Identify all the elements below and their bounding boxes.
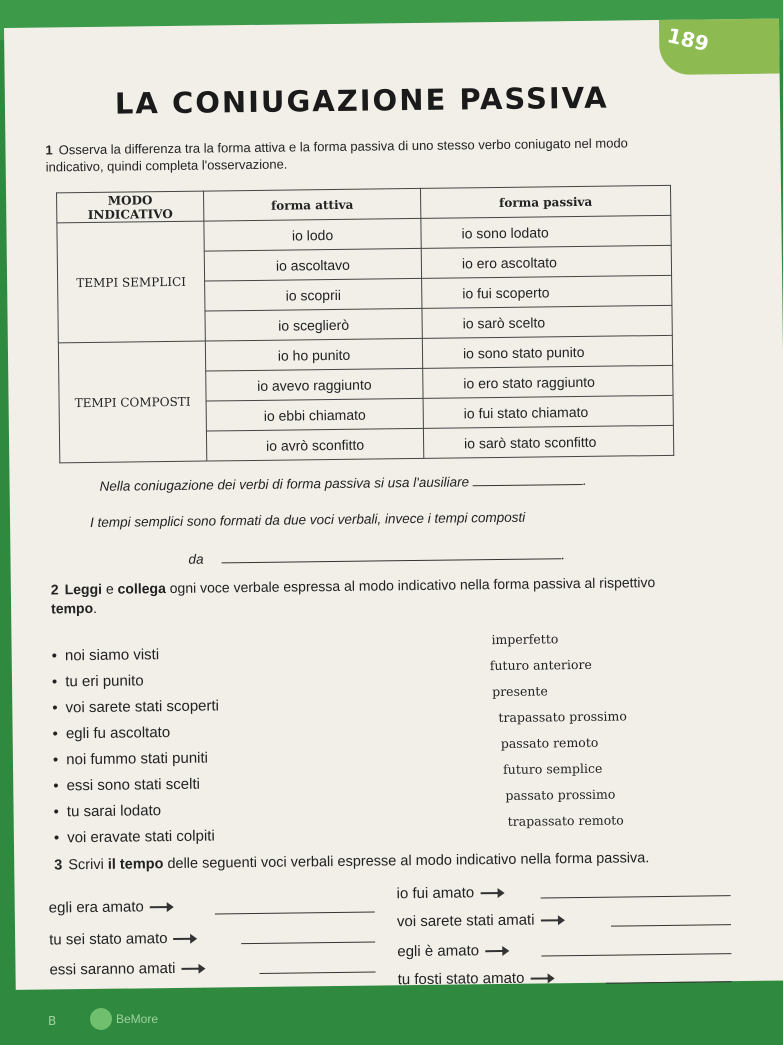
tense-option[interactable]: passato remoto — [500, 734, 599, 751]
group-label: TEMPI COMPOSTI — [58, 341, 206, 463]
passive-cell: io sono stato punito — [422, 335, 672, 368]
verb-prompt — [49, 898, 178, 917]
instruction-text: e — [101, 580, 118, 597]
observation-text: Nella coniugazione dei verbi di forma passiva si usa l'ausiliare — [99, 474, 470, 494]
exercise-number: 3 — [54, 857, 63, 874]
answer-blank[interactable] — [221, 558, 561, 563]
tense-option[interactable]: imperfetto — [491, 631, 559, 648]
verb-item[interactable]: • voi eravate stati colpiti — [54, 827, 215, 846]
header-active: forma attiva — [204, 188, 421, 221]
instruction-bold: il tempo — [107, 856, 164, 873]
footer-code: B — [48, 1014, 57, 1028]
page-number: 189 — [665, 23, 712, 57]
publisher-logo-icon — [90, 1008, 112, 1030]
answer-line[interactable] — [541, 953, 731, 956]
arrow-right-icon — [150, 906, 172, 908]
verb-text: egli è amato — [397, 942, 480, 961]
exercise-1-instruction — [45, 134, 655, 175]
arrow-right-icon — [174, 938, 196, 940]
instruction-text: Scrivi — [68, 856, 108, 874]
verb-text: tu sei stato amato — [49, 930, 168, 949]
tense-option[interactable]: passato prossimo — [505, 786, 616, 803]
verb-text: voi sarete stati amati — [396, 911, 535, 931]
verb-text: io fui amato — [396, 884, 475, 903]
verb-item[interactable]: • noi siamo visti — [52, 646, 160, 664]
observation-line-1: Nella coniugazione dei verbi di forma passiva si usa l'ausiliare . — [99, 472, 587, 494]
active-cell: io scoprii — [205, 278, 422, 311]
verb-item[interactable]: • tu eri punito — [52, 672, 144, 690]
verb-prompt — [49, 930, 202, 949]
verb-prompt — [397, 911, 569, 930]
active-cell: io avrò sconfitto — [206, 428, 423, 461]
verb-text: essi saranno amati — [49, 959, 176, 979]
observation-line-3: da . — [188, 547, 566, 567]
arrow-right-icon — [181, 968, 203, 970]
answer-line[interactable] — [241, 942, 375, 945]
passive-cell: io fui scoperto — [422, 275, 672, 308]
instruction-bold: collega — [117, 580, 166, 597]
answer-blank[interactable] — [473, 484, 583, 486]
verb-prompt — [397, 884, 509, 902]
tense-option[interactable]: futuro semplice — [503, 760, 603, 777]
passive-cell: io sono lodato — [421, 215, 671, 248]
header-mode: MODO INDICATIVO — [57, 191, 204, 223]
passive-cell: io ero stato raggiunto — [423, 365, 673, 398]
arrow-right-icon — [480, 892, 502, 894]
arrow-right-icon — [540, 919, 562, 921]
passive-cell: io fui stato chiamato — [423, 395, 673, 428]
active-cell: io sceglierò — [205, 308, 422, 341]
verb-prompt — [397, 942, 513, 960]
exercise-2-instruction — [51, 573, 691, 619]
active-cell: io ho punito — [205, 338, 422, 371]
tense-option[interactable]: futuro anteriore — [489, 656, 592, 674]
arrow-right-icon — [530, 977, 552, 979]
verb-item[interactable]: • voi sarete stati scoperti — [52, 697, 219, 716]
answer-line[interactable] — [260, 972, 376, 974]
instruction-text: Osserva la differenza tra la forma attiva e la forma passiva di uno stesso verbo coniugato nel modo indicativo, quindi completa l'osservazione. — [45, 135, 628, 175]
tense-option[interactable]: presente — [492, 683, 548, 700]
footer-brand: BeMore — [116, 1012, 159, 1026]
passive-cell: io ero ascoltato — [421, 245, 671, 278]
conjugation-table — [56, 185, 674, 463]
textbook-page — [4, 19, 783, 990]
instruction-bold: tempo — [50, 599, 94, 617]
observation-line-2: I tempi semplici sono formati da due voci verbali, invece i tempi composti — [89, 509, 526, 530]
answer-line[interactable] — [541, 895, 731, 898]
verb-item[interactable]: • noi fummo stati puniti — [53, 750, 208, 769]
observation-text: da — [188, 551, 204, 567]
answer-line[interactable] — [606, 981, 732, 984]
verb-text: egli era amato — [48, 898, 144, 917]
exercise-number: 2 — [50, 581, 59, 598]
header-passive: forma passiva — [420, 185, 670, 218]
instruction-text: ogni voce verbale espressa al modo indicativo nella forma passiva al rispettivo — [165, 574, 656, 597]
tense-option[interactable]: trapassato remoto — [507, 812, 624, 829]
active-cell: io ascoltavo — [204, 248, 421, 281]
arrow-right-icon — [485, 950, 507, 952]
group-label: TEMPI SEMPLICI — [57, 221, 205, 343]
answer-line[interactable] — [611, 924, 731, 926]
exercise-number: 1 — [45, 142, 53, 158]
answer-line[interactable] — [215, 912, 375, 915]
instruction-text: delle seguenti voci verbali espresse al modo indicativo nella forma passiva. — [163, 850, 650, 873]
verb-item[interactable]: • egli fu ascoltato — [53, 724, 171, 742]
exercise-3-instruction — [54, 849, 734, 873]
verb-item[interactable]: • tu sarai lodato — [53, 802, 161, 820]
verb-prompt — [398, 969, 559, 988]
active-cell: io ebbi chiamato — [206, 398, 423, 431]
verb-prompt — [49, 960, 209, 979]
page-title: LA CONIUGAZIONE PASSIVA — [114, 80, 609, 121]
instruction-text: . — [92, 599, 98, 616]
instruction-bold: Leggi — [64, 580, 103, 598]
active-cell: io avevo raggiunto — [206, 368, 423, 401]
active-cell: io lodo — [204, 218, 421, 251]
verb-text: tu fosti stato amato — [397, 969, 525, 989]
tense-option[interactable]: trapassato prossimo — [498, 708, 627, 726]
passive-cell: io sarò scelto — [422, 305, 672, 338]
passive-cell: io sarò stato sconfitto — [423, 425, 673, 458]
verb-item[interactable]: • essi sono stati scelti — [53, 776, 200, 795]
